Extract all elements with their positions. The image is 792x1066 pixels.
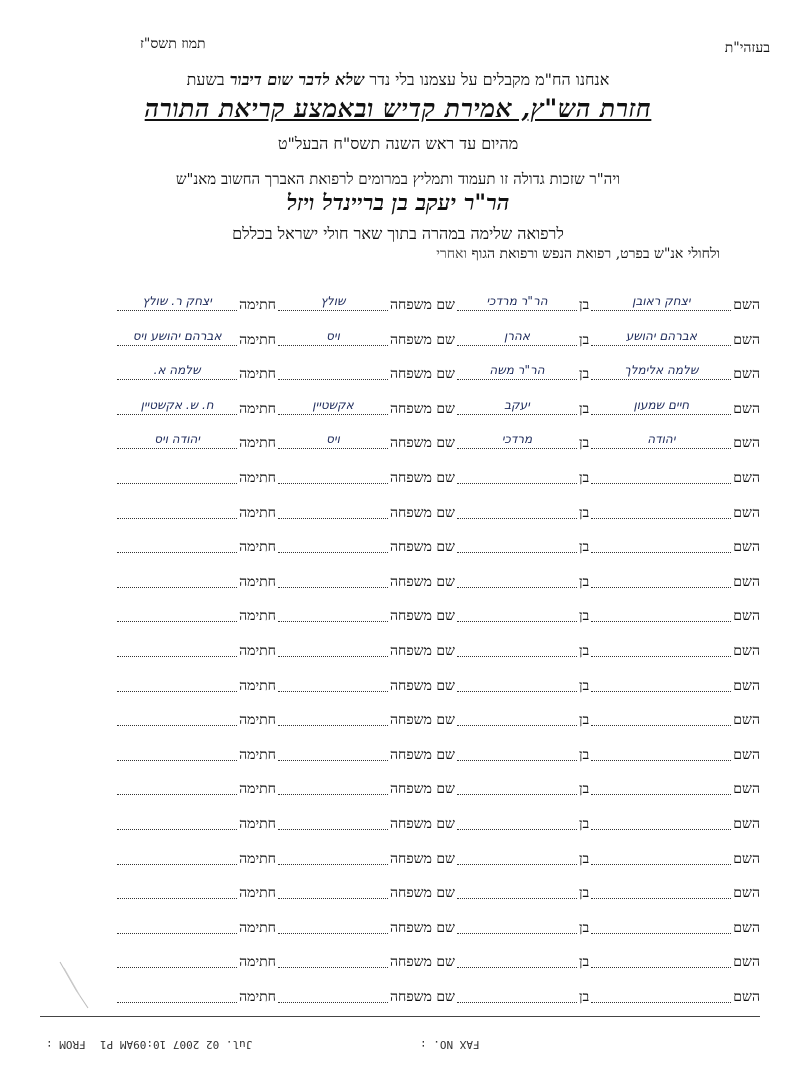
name-field[interactable] (591, 434, 731, 449)
family-name-label: שם משפחה (389, 332, 455, 348)
signature-field[interactable] (117, 573, 237, 588)
signature-label: חתימה (239, 678, 276, 694)
father-name-field[interactable] (457, 642, 577, 657)
signature-field-value: אברהם יהושע ויס (132, 329, 222, 343)
name-label: השם (733, 920, 760, 936)
name-label: השם (733, 574, 760, 590)
father-name-field-value: אהרן (504, 329, 530, 343)
signature-label: חתימה (239, 401, 276, 417)
others-line (200, 246, 720, 263)
signature-label: חתימה (239, 851, 276, 867)
family-name-label: שם משפחה (389, 574, 455, 590)
signature-field-value: ח. ש. אקשטיין (140, 398, 214, 412)
family-name-label: שם משפחה (389, 470, 455, 486)
signature-label: חתימה (239, 747, 276, 763)
signature-label: חתימה (239, 470, 276, 486)
father-name-field-value: הר"ר מרדכי (486, 294, 548, 308)
name-label: השם (733, 505, 760, 521)
family-name-field[interactable] (278, 434, 388, 449)
family-name-field[interactable] (278, 469, 388, 484)
family-name-label: שם משפחה (389, 678, 455, 694)
name-field[interactable] (591, 850, 731, 865)
family-name-field[interactable] (278, 573, 388, 588)
signature-label: חתימה (239, 712, 276, 728)
name-label: השם (733, 297, 760, 313)
son-of-label: בן (578, 366, 590, 382)
signature-field-value: יהודה ויס (154, 432, 200, 446)
signature-field[interactable] (117, 953, 237, 968)
father-name-field[interactable] (457, 400, 577, 415)
period-line: מהיום עד ראש השנה תשס"ח הבעל"ט (277, 134, 519, 153)
family-name-label: שם משפחה (389, 643, 455, 659)
scanner-smudge (58, 960, 98, 1010)
name-label: השם (733, 712, 760, 728)
form-row (40, 428, 760, 452)
form-row (40, 671, 760, 695)
name-field[interactable] (591, 919, 731, 934)
signature-label: חתימה (239, 332, 276, 348)
son-of-label: בן (578, 747, 590, 763)
signature-field[interactable] (117, 815, 237, 830)
father-name-field[interactable] (457, 469, 577, 484)
family-name-field[interactable] (278, 711, 388, 726)
father-name-field[interactable] (457, 504, 577, 519)
signature-label: חתימה (239, 435, 276, 451)
signature-field[interactable] (117, 884, 237, 899)
family-name-label: שם משפחה (389, 885, 455, 901)
father-name-field[interactable] (457, 434, 577, 449)
name-field-value: יהודה (647, 432, 676, 446)
father-name-field[interactable] (457, 711, 577, 726)
family-name-field[interactable] (278, 780, 388, 795)
bsd-heading: בעזהי"ת (724, 40, 770, 56)
name-field[interactable] (591, 780, 731, 795)
son-of-label: בן (578, 816, 590, 832)
family-name-label: שם משפחה (389, 816, 455, 832)
family-name-field[interactable] (278, 988, 388, 1003)
intro-bold: שלא לדבר שום דיבור (229, 70, 365, 89)
father-name-field[interactable] (457, 538, 577, 553)
name-label: השם (733, 885, 760, 901)
name-field[interactable] (591, 746, 731, 761)
form-row (40, 878, 760, 902)
signature-field[interactable] (117, 331, 237, 346)
name-field[interactable] (591, 642, 731, 657)
form-row (40, 913, 760, 937)
form-row (40, 705, 760, 729)
family-name-field[interactable] (278, 296, 388, 311)
name-label: השם (733, 643, 760, 659)
name-label: השם (733, 539, 760, 555)
name-field[interactable] (591, 953, 731, 968)
son-of-label: בן (578, 574, 590, 590)
name-field[interactable] (591, 711, 731, 726)
family-name-label: שם משפחה (389, 366, 455, 382)
family-name-field[interactable] (278, 400, 388, 415)
son-of-label: בן (578, 539, 590, 555)
family-name-field[interactable] (278, 607, 388, 622)
signature-field[interactable] (117, 538, 237, 553)
family-name-label: שם משפחה (389, 954, 455, 970)
signature-field[interactable] (117, 607, 237, 622)
hebrew-date: תמוז תשס"ז (140, 36, 206, 52)
family-name-field[interactable] (278, 815, 388, 830)
name-label: השם (733, 332, 760, 348)
fax-footer (0, 1038, 792, 1058)
form-row (40, 947, 760, 971)
name-field[interactable] (591, 538, 731, 553)
signature-label: חתימה (239, 816, 276, 832)
form-row (40, 601, 760, 625)
name-field[interactable] (591, 331, 731, 346)
signature-label: חתימה (239, 574, 276, 590)
form-row (40, 774, 760, 798)
name-label: השם (733, 678, 760, 694)
others-handwritten: ואחרי (436, 246, 468, 262)
name-field[interactable] (591, 504, 731, 519)
fax-from: FROM : (46, 1038, 86, 1051)
family-name-field[interactable] (278, 746, 388, 761)
name-label: השם (733, 747, 760, 763)
son-of-label: בן (578, 920, 590, 936)
name-field[interactable] (591, 988, 731, 1003)
son-of-label: בן (578, 678, 590, 694)
form-row (40, 290, 760, 314)
document-title: חזרת הש"ץ, אמירת קדיש ובאמצע קריאת התורה (144, 94, 652, 123)
signature-field[interactable] (117, 642, 237, 657)
name-label: השם (733, 989, 760, 1005)
name-field[interactable] (591, 469, 731, 484)
name-field[interactable] (591, 573, 731, 588)
form-row (40, 532, 760, 556)
name-label: השם (733, 781, 760, 797)
form-row (40, 567, 760, 591)
name-label: השם (733, 435, 760, 451)
father-name-field[interactable] (457, 607, 577, 622)
family-name-field[interactable] (278, 677, 388, 692)
family-name-label: שם משפחה (389, 608, 455, 624)
form-row (40, 463, 760, 487)
family-name-field-value: ויס (326, 329, 340, 343)
son-of-label: בן (578, 954, 590, 970)
son-of-label: בן (578, 851, 590, 867)
intro-post: בשעת (186, 70, 230, 89)
signature-field-value: יצחק ר. שולץ (142, 294, 212, 308)
family-name-label: שם משפחה (389, 539, 455, 555)
father-name-field[interactable] (457, 884, 577, 899)
father-name-field[interactable] (457, 953, 577, 968)
family-name-label: שם משפחה (389, 851, 455, 867)
family-name-label: שם משפחה (389, 435, 455, 451)
name-field[interactable] (591, 365, 731, 380)
signature-field[interactable] (117, 469, 237, 484)
signature-label: חתימה (239, 920, 276, 936)
signature-field-value: שלמה א. (153, 363, 201, 377)
fax-number: FAX NO. : (420, 1038, 480, 1051)
family-name-field[interactable] (278, 953, 388, 968)
signature-field[interactable] (117, 504, 237, 519)
signature-label: חתימה (239, 608, 276, 624)
name-field-value: יצחק ראובן (632, 294, 691, 308)
signature-field[interactable] (117, 711, 237, 726)
signature-field[interactable] (117, 296, 237, 311)
signature-field[interactable] (117, 919, 237, 934)
family-name-field[interactable] (278, 538, 388, 553)
family-name-field[interactable] (278, 331, 388, 346)
father-name-field[interactable] (457, 780, 577, 795)
signature-label: חתימה (239, 885, 276, 901)
son-of-label: בן (578, 712, 590, 728)
signature-field[interactable] (117, 400, 237, 415)
father-name-field[interactable] (457, 296, 577, 311)
signature-field[interactable] (117, 677, 237, 692)
family-name-label: שם משפחה (389, 920, 455, 936)
son-of-label: בן (578, 643, 590, 659)
father-name-field-value: יעקב (504, 398, 530, 412)
son-of-label: בן (578, 401, 590, 417)
refuah-line: לרפואה שלימה במהרה בתוך שאר חולי ישראל בכללם (232, 224, 564, 243)
signature-label: חתימה (239, 539, 276, 555)
form-row (40, 359, 760, 383)
father-name-field[interactable] (457, 919, 577, 934)
family-name-label: שם משפחה (389, 297, 455, 313)
son-of-label: בן (578, 608, 590, 624)
family-name-label: שם משפחה (389, 505, 455, 521)
family-name-label: שם משפחה (389, 989, 455, 1005)
father-name-field[interactable] (457, 850, 577, 865)
father-name-field-value: מרדכי (501, 432, 533, 446)
son-of-label: בן (578, 989, 590, 1005)
others-text: ולחולי אנ"ש בפרט, רפואת הנפש ורפואת הגוף (471, 246, 720, 262)
son-of-label: בן (578, 435, 590, 451)
name-label: השם (733, 401, 760, 417)
family-name-field[interactable] (278, 884, 388, 899)
father-name-field[interactable] (457, 746, 577, 761)
father-name-field[interactable] (457, 815, 577, 830)
family-name-field-value: ויס (326, 432, 340, 446)
son-of-label: בן (578, 885, 590, 901)
form-row (40, 325, 760, 349)
son-of-label: בן (578, 297, 590, 313)
signature-label: חתימה (239, 781, 276, 797)
page-divider (40, 1016, 760, 1017)
father-name-field[interactable] (457, 331, 577, 346)
form-row (40, 740, 760, 764)
name-label: השם (733, 851, 760, 867)
patient-name: הר"ר יעקב בן בריינדל ויזל (286, 190, 510, 216)
name-field[interactable] (591, 677, 731, 692)
name-field[interactable] (591, 815, 731, 830)
family-name-label: שם משפחה (389, 712, 455, 728)
son-of-label: בן (578, 332, 590, 348)
fax-timestamp: Jul. 02 2007 10:09AM P1 (100, 1038, 253, 1051)
signature-field[interactable] (117, 850, 237, 865)
son-of-label: בן (578, 470, 590, 486)
signature-field[interactable] (117, 365, 237, 380)
signature-field[interactable] (117, 746, 237, 761)
family-name-field[interactable] (278, 504, 388, 519)
signature-label: חתימה (239, 366, 276, 382)
name-label: השם (733, 366, 760, 382)
family-name-label: שם משפחה (389, 747, 455, 763)
signature-field[interactable] (117, 780, 237, 795)
name-label: השם (733, 608, 760, 624)
family-name-field[interactable] (278, 850, 388, 865)
family-name-field[interactable] (278, 919, 388, 934)
father-name-field-value: הר"ר משה (489, 363, 545, 377)
son-of-label: בן (578, 505, 590, 521)
family-name-label: שם משפחה (389, 781, 455, 797)
signature-field[interactable] (117, 434, 237, 449)
name-label: השם (733, 470, 760, 486)
son-of-label: בן (578, 781, 590, 797)
signature-label: חתימה (239, 989, 276, 1005)
father-name-field[interactable] (457, 988, 577, 1003)
family-name-field-value: אקשטיין (312, 398, 354, 412)
signature-field[interactable] (117, 988, 237, 1003)
name-field[interactable] (591, 400, 731, 415)
father-name-field[interactable] (457, 677, 577, 692)
signature-label: חתימה (239, 954, 276, 970)
name-field-value: חיים שמעון (633, 398, 690, 412)
name-label: השם (733, 954, 760, 970)
name-field-value: אברהם יהושע (625, 329, 697, 343)
intro-line (60, 70, 736, 90)
name-field[interactable] (591, 607, 731, 622)
family-name-field[interactable] (278, 642, 388, 657)
name-label: השם (733, 816, 760, 832)
family-name-field[interactable] (278, 365, 388, 380)
father-name-field[interactable] (457, 365, 577, 380)
form-row (40, 394, 760, 418)
signature-label: חתימה (239, 643, 276, 659)
form-row (40, 498, 760, 522)
name-field[interactable] (591, 296, 731, 311)
family-name-label: שם משפחה (389, 401, 455, 417)
intro-pre: אנחנו הח"מ מקבלים על עצמנו בלי נדר (364, 70, 610, 89)
name-field[interactable] (591, 884, 731, 899)
family-name-field-value: שולץ (320, 294, 346, 308)
father-name-field[interactable] (457, 573, 577, 588)
form-row (40, 844, 760, 868)
form-row (40, 636, 760, 660)
signature-label: חתימה (239, 505, 276, 521)
name-field-value: שלמה אלימלך (624, 363, 699, 377)
merit-line: ויה"ר שזכות גדולה זו תעמוד ותמליץ במרומים לרפואת האברך החשוב מאנ"ש (175, 170, 621, 188)
form-row (40, 809, 760, 833)
form-row (40, 982, 760, 1006)
signature-label: חתימה (239, 297, 276, 313)
